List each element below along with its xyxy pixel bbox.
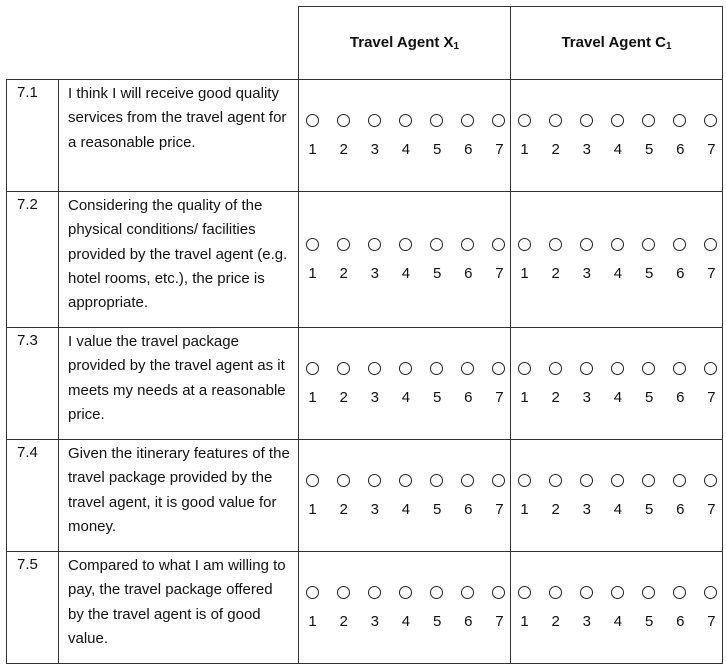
radio-option[interactable]: [642, 238, 655, 251]
radio-group: [511, 238, 717, 251]
radio-option[interactable]: [368, 362, 381, 375]
radio-option[interactable]: [704, 238, 717, 251]
scale-point-label: 2: [551, 500, 560, 518]
radio-option[interactable]: [492, 362, 505, 375]
question-number: 7.2: [7, 192, 59, 328]
radio-option[interactable]: [704, 586, 717, 599]
scale-point-label: 3: [370, 500, 379, 518]
radio-option[interactable]: [549, 238, 562, 251]
radio-option[interactable]: [518, 362, 531, 375]
question-number: 7.5: [7, 552, 59, 664]
agent-x-scale: [299, 328, 511, 440]
radio-option[interactable]: [518, 238, 531, 251]
question-number: 7.1: [7, 80, 59, 192]
scale-point-label: 7: [707, 388, 716, 406]
agent-c-subscript: 1: [665, 41, 672, 52]
radio-option[interactable]: [549, 586, 562, 599]
radio-group: [299, 362, 505, 375]
agent-c-scale: [511, 192, 723, 328]
agent-x-header: [299, 7, 511, 80]
radio-group: [299, 238, 505, 251]
scale-labels: [299, 265, 505, 282]
radio-option[interactable]: [673, 362, 686, 375]
scale-point-label: 4: [613, 264, 623, 282]
radio-option[interactable]: [642, 362, 655, 375]
radio-group: [511, 474, 717, 487]
radio-option[interactable]: [704, 362, 717, 375]
radio-option[interactable]: [704, 114, 717, 127]
scale-point-label: 4: [401, 264, 411, 282]
radio-group: [299, 474, 505, 487]
radio-option[interactable]: [430, 114, 443, 127]
agent-c-scale: [511, 80, 723, 192]
radio-option[interactable]: [337, 474, 350, 487]
radio-option[interactable]: [306, 362, 319, 375]
agent-x-label: Travel Agent X: [349, 34, 454, 51]
radio-option[interactable]: [306, 586, 319, 599]
scale-point-label: 6: [464, 500, 473, 518]
scale-point-label: 4: [401, 388, 411, 406]
scale-point-label: 6: [676, 612, 685, 630]
agent-x-scale: [299, 440, 511, 552]
radio-option[interactable]: [399, 114, 412, 127]
scale-point-label: 6: [676, 500, 685, 518]
survey-table: [6, 6, 723, 664]
radio-option[interactable]: [580, 114, 593, 127]
scale-labels: [511, 265, 717, 282]
radio-option[interactable]: [337, 586, 350, 599]
radio-option[interactable]: [368, 586, 381, 599]
scale-point-label: 1: [308, 264, 317, 282]
radio-option[interactable]: [430, 362, 443, 375]
radio-option[interactable]: [461, 362, 474, 375]
scale-point-label: 2: [339, 140, 348, 158]
radio-option[interactable]: [399, 586, 412, 599]
radio-option[interactable]: [642, 474, 655, 487]
radio-group: [511, 114, 717, 127]
scale-point-label: 7: [707, 612, 716, 630]
scale-point-label: 2: [339, 500, 348, 518]
question-row: [7, 440, 723, 552]
radio-group: [511, 362, 717, 375]
radio-option[interactable]: [642, 114, 655, 127]
radio-option[interactable]: [399, 474, 412, 487]
scale-labels: [511, 613, 717, 630]
scale-point-label: 6: [464, 388, 473, 406]
radio-option[interactable]: [704, 474, 717, 487]
agent-c-header: [511, 7, 723, 80]
scale-point-label: 3: [370, 264, 379, 282]
question-row: [7, 80, 723, 192]
scale-point-label: 2: [551, 388, 560, 406]
scale-point-label: 6: [464, 264, 473, 282]
scale-point-label: 6: [464, 140, 473, 158]
scale-labels: [299, 141, 505, 158]
scale-point-label: 7: [495, 612, 504, 630]
radio-option[interactable]: [368, 238, 381, 251]
question-text: I think I will receive good quality services from the travel agent for a reasonable price.: [59, 80, 299, 192]
scale-point-label: 7: [495, 500, 504, 518]
radio-option[interactable]: [518, 586, 531, 599]
radio-option[interactable]: [580, 238, 593, 251]
scale-point-label: 1: [520, 388, 529, 406]
radio-option[interactable]: [580, 362, 593, 375]
scale-point-label: 2: [339, 264, 348, 282]
scale-point-label: 5: [432, 388, 442, 406]
scale-point-label: 7: [707, 500, 716, 518]
question-text: I value the travel package provided by the travel agent as it meets my needs at a reasonable price.: [59, 328, 299, 440]
header-row: [7, 7, 723, 80]
scale-point-label: 1: [308, 612, 317, 630]
radio-option[interactable]: [673, 114, 686, 127]
radio-option[interactable]: [399, 238, 412, 251]
scale-point-label: 5: [432, 264, 442, 282]
scale-point-label: 4: [613, 388, 623, 406]
scale-point-label: 7: [495, 388, 504, 406]
scale-point-label: 3: [370, 388, 379, 406]
radio-option[interactable]: [461, 474, 474, 487]
radio-option[interactable]: [611, 586, 624, 599]
radio-option[interactable]: [611, 474, 624, 487]
scale-point-label: 5: [644, 140, 654, 158]
scale-point-label: 2: [551, 612, 560, 630]
scale-point-label: 5: [432, 612, 442, 630]
scale-point-label: 4: [613, 500, 623, 518]
radio-option[interactable]: [611, 238, 624, 251]
agent-c-scale: [511, 440, 723, 552]
radio-option[interactable]: [492, 238, 505, 251]
question-number: 7.3: [7, 328, 59, 440]
scale-point-label: 1: [308, 140, 317, 158]
scale-labels: [511, 389, 717, 406]
radio-option[interactable]: [549, 114, 562, 127]
scale-point-label: 3: [582, 264, 591, 282]
scale-point-label: 2: [339, 388, 348, 406]
radio-option[interactable]: [673, 586, 686, 599]
scale-point-label: 2: [551, 264, 560, 282]
radio-option[interactable]: [492, 114, 505, 127]
question-row: [7, 328, 723, 440]
agent-x-scale: [299, 192, 511, 328]
agent-x-scale: [299, 552, 511, 664]
scale-point-label: 4: [401, 140, 411, 158]
scale-point-label: 1: [308, 388, 317, 406]
scale-point-label: 3: [370, 612, 379, 630]
radio-option[interactable]: [549, 362, 562, 375]
scale-point-label: 1: [520, 264, 529, 282]
scale-point-label: 3: [582, 500, 591, 518]
scale-point-label: 4: [613, 140, 623, 158]
radio-option[interactable]: [306, 474, 319, 487]
scale-labels: [299, 389, 505, 406]
radio-option[interactable]: [430, 474, 443, 487]
agent-x-subscript: 1: [453, 41, 460, 52]
scale-point-label: 6: [464, 612, 473, 630]
scale-point-label: 5: [644, 612, 654, 630]
radio-option[interactable]: [492, 474, 505, 487]
radio-option[interactable]: [337, 362, 350, 375]
radio-option[interactable]: [461, 114, 474, 127]
radio-option[interactable]: [611, 114, 624, 127]
scale-point-label: 4: [613, 612, 623, 630]
scale-point-label: 7: [707, 264, 716, 282]
question-text: Compared to what I am willing to pay, the travel package offered by the travel agent is of good value.: [59, 552, 299, 664]
radio-option[interactable]: [642, 586, 655, 599]
radio-option[interactable]: [580, 586, 593, 599]
radio-option[interactable]: [430, 238, 443, 251]
scale-point-label: 3: [582, 612, 591, 630]
agent-c-scale: [511, 552, 723, 664]
scale-point-label: 1: [308, 500, 317, 518]
radio-option[interactable]: [518, 114, 531, 127]
radio-option[interactable]: [580, 474, 593, 487]
radio-option[interactable]: [430, 586, 443, 599]
radio-option[interactable]: [306, 114, 319, 127]
radio-option[interactable]: [368, 114, 381, 127]
scale-labels: [511, 141, 717, 158]
radio-group: [299, 586, 505, 599]
scale-point-label: 2: [339, 612, 348, 630]
scale-point-label: 4: [401, 500, 411, 518]
radio-option[interactable]: [461, 586, 474, 599]
radio-option[interactable]: [492, 586, 505, 599]
question-row: [7, 552, 723, 664]
scale-point-label: 5: [432, 500, 442, 518]
agent-c-scale: [511, 328, 723, 440]
scale-point-label: 6: [676, 140, 685, 158]
question-text: Given the itinerary features of the travel package provided by the travel agent, it is good value for money.: [59, 440, 299, 552]
scale-point-label: 5: [644, 500, 654, 518]
scale-point-label: 7: [495, 264, 504, 282]
scale-point-label: 2: [551, 140, 560, 158]
radio-option[interactable]: [461, 238, 474, 251]
radio-option[interactable]: [673, 474, 686, 487]
radio-option[interactable]: [673, 238, 686, 251]
scale-point-label: 1: [520, 500, 529, 518]
scale-point-label: 3: [370, 140, 379, 158]
scale-point-label: 1: [520, 140, 529, 158]
scale-labels: [511, 501, 717, 518]
agent-x-scale: [299, 80, 511, 192]
scale-point-label: 6: [676, 388, 685, 406]
scale-point-label: 5: [432, 140, 442, 158]
scale-point-label: 5: [644, 388, 654, 406]
scale-point-label: 4: [401, 612, 411, 630]
header-blank: [7, 7, 299, 80]
scale-point-label: 1: [520, 612, 529, 630]
scale-point-label: 7: [495, 140, 504, 158]
question-number: 7.4: [7, 440, 59, 552]
question-text: Considering the quality of the physical conditions/ facilities provided by the travel agent (e.g. hotel rooms, etc.), the price is appropriate.: [59, 192, 299, 328]
scale-point-label: 3: [582, 140, 591, 158]
radio-option[interactable]: [611, 362, 624, 375]
radio-group: [299, 114, 505, 127]
scale-labels: [299, 613, 505, 630]
scale-point-label: 5: [644, 264, 654, 282]
radio-option[interactable]: [518, 474, 531, 487]
radio-option[interactable]: [306, 238, 319, 251]
question-row: [7, 192, 723, 328]
scale-point-label: 7: [707, 140, 716, 158]
scale-labels: [299, 501, 505, 518]
radio-group: [511, 586, 717, 599]
scale-point-label: 3: [582, 388, 591, 406]
scale-point-label: 6: [676, 264, 685, 282]
agent-c-label: Travel Agent C: [561, 34, 666, 51]
radio-option[interactable]: [368, 474, 381, 487]
radio-option[interactable]: [337, 238, 350, 251]
radio-option[interactable]: [549, 474, 562, 487]
radio-option[interactable]: [399, 362, 412, 375]
radio-option[interactable]: [337, 114, 350, 127]
